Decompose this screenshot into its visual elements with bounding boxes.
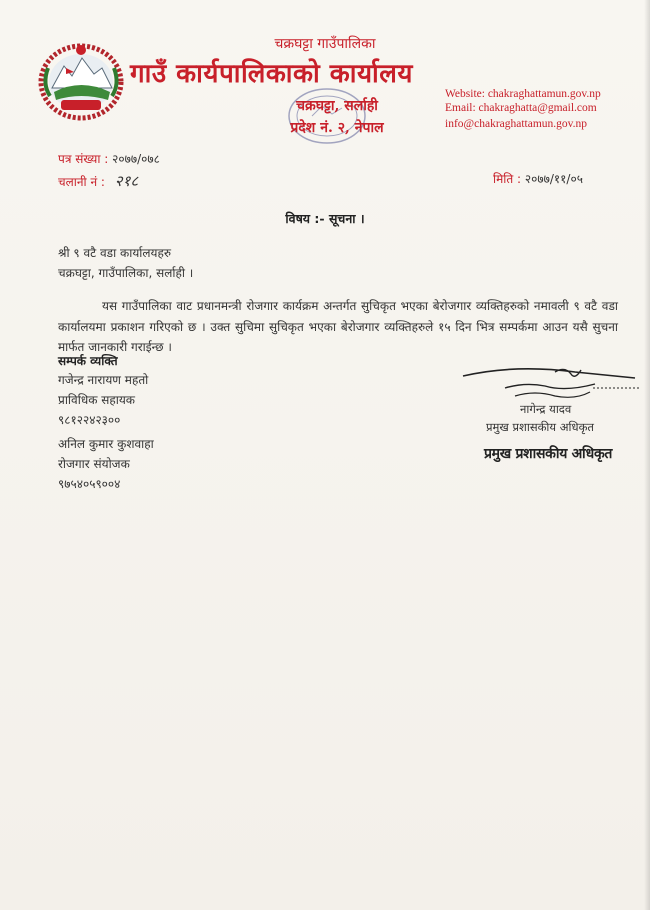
- recipient-line-1: श्री ९ वटै वडा कार्यालयहरु: [58, 246, 172, 260]
- office-title: गाउँ कार्यपालिकाको कार्यालय: [130, 59, 413, 89]
- page-edge-shadow: [644, 0, 650, 910]
- contact-name: अनिल कुमार कुशवाहा: [58, 437, 154, 451]
- email: Email: chakraghatta@gmail.com: [445, 102, 597, 114]
- email-info: info@chakraghattamun.gov.np: [445, 118, 588, 130]
- contact-phone: ९८१२२४२३००: [58, 413, 121, 427]
- contact-name: गजेन्द्र नारायण महतो: [58, 373, 149, 387]
- contact-persons-title: सम्पर्क व्यक्ति: [58, 354, 118, 368]
- chalani-label: चलानी नं :: [58, 175, 105, 189]
- contact-person: [58, 434, 154, 494]
- date-label: मिति :: [493, 172, 522, 186]
- date-value: २०७७/११/०५: [524, 172, 583, 186]
- patra-sankhya: [58, 150, 160, 167]
- contact-role: प्राविधिक सहायक: [58, 393, 136, 407]
- chalani-number: [58, 171, 138, 191]
- signatory-name: नागेन्द्र यादव: [520, 402, 572, 416]
- subject-line: विषय :- सूचना ।: [285, 211, 365, 226]
- chalani-value: २१८: [114, 172, 139, 190]
- address-line-2: प्रदेश नं. २, नेपाल: [290, 120, 384, 136]
- patra-label: पत्र संख्या :: [58, 152, 109, 166]
- signatory-role: प्रमुख प्रशासकीय अधिकृत: [486, 420, 594, 434]
- designation-stamp: प्रमुख प्रशासकीय अधिकृत: [484, 446, 613, 462]
- address-line-1: चक्रघट्टा, सर्लाही: [296, 98, 378, 114]
- office-seal-icon: [282, 86, 372, 146]
- website: Website: chakraghattamun.gov.np: [445, 88, 601, 100]
- contact-role: रोजगार संयोजक: [58, 457, 130, 471]
- recipient-line-2: चक्रघट्टा, गाउँपालिका, सर्लाही ।: [58, 266, 194, 280]
- notice-body: यस गाउँपालिका वाट प्रधानमन्त्री रोजगार कार्यक्रम अन्तर्गत सुचिकृत भएका बेरोजगार व्यक्तिहरुको नमावली ९ वटै वडा कार्यालयमा प्रकाशन गरिएको छ । उक्त सुचिमा सुचिकृत भएका बेरोजगार व्यक्तिहरुले १५ दिन भित्र सम्पर्कमा आउन यसै सुचना मार्फत जानकारी गराईन्छ ।: [58, 299, 618, 354]
- contact-phone: ९७५४०५९००४: [58, 477, 121, 491]
- signature-icon: [455, 362, 645, 404]
- patra-value: २०७७/०७८: [112, 152, 160, 166]
- municipality-name: चक्रघट्टा गाउँपालिका: [274, 36, 376, 52]
- letter-date: [493, 170, 583, 187]
- contact-person: [58, 370, 148, 430]
